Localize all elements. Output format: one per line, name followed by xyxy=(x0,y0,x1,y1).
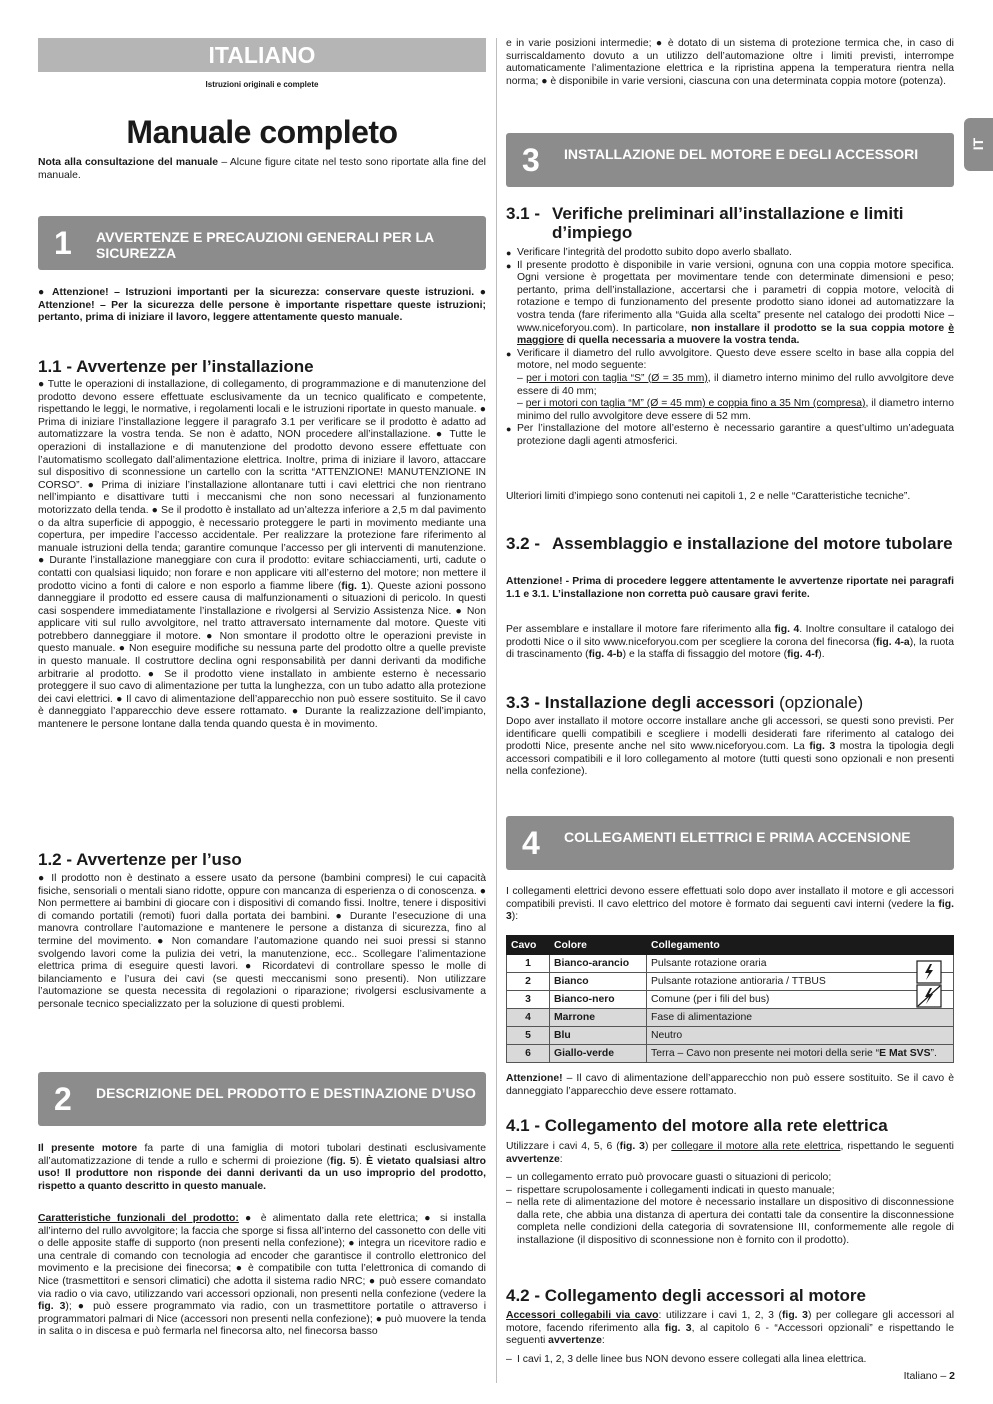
table-row: 2 Bianco Pulsante rotazione antioraria / TTBUS xyxy=(507,973,954,991)
mains-warnings-list xyxy=(506,1172,954,1248)
page-title: Manuale completo xyxy=(126,114,398,150)
bus-warnings-list xyxy=(506,1354,954,1367)
assembly-warning: Attenzione! - Prima di procedere leggere attentamente le avvertenze riportate nei paragrafi 1.1 e 3.1. L’installazione non corretta può causare gravi ferite. xyxy=(506,576,954,600)
table-row: 5 Blu Neutro xyxy=(507,1027,954,1045)
wires-table xyxy=(506,935,954,1063)
heading-4-1: 4.1 - Collegamento del motore alla rete elettrica xyxy=(506,1116,888,1135)
product-description: Il presente motore fa parte di una famiglia di motori tubolari destinati esclusivamente all’automatizzazione di tende a rullo e schermi di proiezione (fig. 5). È vietato qualsiasi altro uso! Il produttore non risponde dei danni derivanti da un uso improprio del prodotto, rispetto a quanto descritto in questo manuale. xyxy=(38,1143,487,1192)
electrical-intro: I collegamenti elettrici devono essere effettuati solo dopo aver installato il motore e gli accessori compatibili previsti. Il cavo elettrico del motore è formato dai seguenti cavi interni (vedere la fig. 3): xyxy=(506,886,954,923)
list-item: ● Per l’installazione del motore all’esterno è necessario garantire a quest’ultimo un’adeguata protezione dagli agenti atmosferici. xyxy=(506,423,954,448)
installation-warnings-text: ● Tutte le operazioni di installazione, di collegamento, di programmazione e di manutenzione del prodotto devono essere effettuate esclusivamente da un tecnico qualificato e competente, rispettando le leggi, le normative, i regolamenti locali e le istruzioni riportate in questo manuale. ● Prima di iniziare l’installazione leggere il paragrafo 3.1 per verificare se il prodotto è adatto ad automatizzare la vostra tenda. Se non è adatto, NON procedere all’installazione. ● Tutte le operazioni di installazione e di manutenzione del prodotto devono essere effettuate con l’automatismo scollegato dall’alimentazione elettrica. Inoltre, prima di iniziare il lavoro, attaccare sul dispositivo di sconnessione un cartello con la scritta “ATTENZIONE! MANUTENZIONE IN CORSO”. ● Prima di iniziare l’installazione allontanare tutti i cavi elettrici che non rientrano nell’impianto e disattivare tutti i meccanismi che non sono necessari al funzionamento motorizzato della tenda. ● Se il prodotto è installato ad un’altezza inferiore a 2,5 m dal pavimento o da altra superficie di appoggio, è necessario proteggere le parti in movimento mediante una copertura, per impedire l’accesso accidentale. Per realizzare la protezione fare riferimento al manuale istruzioni della tenda; garantire comunque l’accesso per gli interventi di manutenzione. ● Durante l’installazione maneggiare con cura il prodotto: evitare schiacciamenti, urti, cadute o contatti con qualsiasi liquido; non forare e non applicare viti all’esterno del motore; non mettere il prodotto vicino a fonti di calore e non esporlo a fiamme libere (fig. 1). Queste azioni possono danneggiare il prodotto ed essere causa di malfunzionamenti o situazioni di pericolo. In questi casi sospendere immediatamente l’installazione e rivolgersi al Servizio Assistenza Nice. ● Non applicare viti sul rullo avvolgitore, nel tratto attraversato internamente dal motore. Queste viti potrebbero danneggiare il motore. ● Non smontare il prodotto oltre le operazioni previste in questo manuale. ● Non eseguire modifiche su nessuna parte del prodotto oltre a quelle previste in questo manuale. Il costruttore declina ogni responsabilità per danni derivanti da modifiche arbitrarie al prodotto. ● Se il prodotto viene installato in ambiente esterno è necessario proteggere il suo cavo di alimentazione per tutta la lunghezza, con un tubo adatto alla protezione dei cavi elettrici. ● Il cavo di alimentazione dell’apparecchio non può essere sostituito. Se il cavo è danneggiato l’apparecchio deve essere rottamato. ● Durante la realizzazione dell’impianto, mantenere le persone lontane dalla tenda quando questa è in movimento. xyxy=(38,379,486,731)
heading-3-3: 3.3 - Installazione degli accessori (opzionale) xyxy=(506,693,864,712)
table-row: 3 Bianco-nero Comune (per i fili del bus) xyxy=(507,991,954,1009)
heading-4-2: 4.2 - Collegamento degli accessori al motore xyxy=(506,1286,866,1305)
table-row: 6 Giallo-verde Terra – Cavo non presente nei motori della serie “E Mat SVS”. xyxy=(507,1045,954,1063)
features-continued: e in varie posizioni intermedie; ● è dotato di un sistema di protezione termica che, in caso di surriscaldamento dovuto a un utilizzo dell’automazione oltre i limiti previsti, interrompe automaticamente l’alimentazione elettrica e la ripristina appena la temperatura rientra nella norma; ● è disponibile in varie versioni, ciascuna con una determinata coppia motore (potenza). xyxy=(506,38,954,87)
manual-note: Nota alla consultazione del manuale – Alcune figure citate nel testo sono riportate alla fine del manuale. xyxy=(38,157,486,181)
column-divider xyxy=(496,38,497,1383)
assembly-text: Per assemblare e installare il motore fare riferimento alla fig. 4. Inoltre consultare il catalogo dei prodotti Nice o il sito www.niceforyou.com per scegliere la corona del finecorsa (fig. 4-a), la ruota di trascinamento (fig. 4-b) e la staffa di fissaggio del motore (fig. 4-f). xyxy=(506,624,954,661)
list-item: ● Il presente prodotto è disponibile in varie versioni, ognuna con una coppia motore specifica. Ogni versione è progettata per movimentare tende con determinate dimensioni e peso; pertanto, prima dell’installazione, accertarsi che i parametri di coppia motore, velocità di rotazione e tempo di funzionamento del presente prodotto siano idonei ad automatizzare la vostra tenda (fare riferimento alla “Guida alla scelta” presente nel catalogo dei prodotti Nice – www.niceforyou.com). In particolare, non installare il prodotto se la sua coppia motore è maggiore di quella necessaria a muovere la vostra tenda. xyxy=(506,260,954,348)
language-side-tab: IT xyxy=(964,118,993,171)
heading-3-1: 3.1 - Verifiche preliminari all’installazione e limiti d’impiego xyxy=(506,204,904,242)
safety-intro: ● Attenzione! – Istruzioni importanti per la sicurezza: conservare queste istruzioni. ● Attenzione! – Per la sicurezza delle persone è importante rispettare queste istruzioni; pertanto, prima di iniziare il lavoro, leggere attentamente questo manuale. xyxy=(38,287,486,324)
language-header: ITALIANO xyxy=(38,38,486,72)
page-footer: Italiano – 2 xyxy=(903,1370,955,1382)
list-item: ● Verificare il diametro del rullo avvolgitore. Questo deve essere scelto in base alla coppia del motore, nel modo seguente: – per i motori con taglia “S” (Ø = 35 mm), il diametro interno minimo del rullo avvolgitore deve essere di 40 mm; – per i motori con taglia “M” (Ø = 45 mm) e coppia fino a 35 Nm (compresa), il diametro interno minimo del rullo avvolgitore deve essere di 52 mm. xyxy=(506,348,954,424)
section-3-header: 3 INSTALLAZIONE DEL MOTORE E DEGLI ACCESSORI xyxy=(506,133,954,187)
table-row: 1 Bianco-arancio Pulsante rotazione oraria xyxy=(507,955,954,973)
use-warnings-text: ● Il prodotto non è destinato a essere usato da persone (bambini compresi) le cui capacità fisiche, sensoriali o mentali siano ridotte, oppure con mancanza di esperienza o di conoscenza. ● Non permettere ai bambini di giocare con i dispositivi di comando fissi. Inoltre, tenere i dispositivi di comando portatili (remoti) fuori dalla portata dei bambini. ● Durante l’esecuzione di una manovra controllare l’automazione e mantenere le persone a distanza di sicurezza, fino al termine del movimento. ● Non comandare l’automazione quando nei suoi pressi si stanno svolgendo lavori come la pulizia dei vetri, la manutenzione, ecc.. Scollegare l’alimentazione elettrica prima di eseguire questi lavori. ● Ricordatevi di controllare spesso le molle di bilanciamento e l’usura dei cavi (se questi meccanismi sono presenti). Non utilizzare l’automazione se questa necessita di regolazioni o riparazione; rivolgersi esclusivamente a personale tecnico specializzato per la soluzione di questi problemi. xyxy=(38,873,486,1010)
product-features: Caratteristiche funzionali del prodotto: ● è alimentato dalla rete elettrica; ● si installa all’interno del rullo avvolgitore; la faccia che sporge si fissa all’interno del cassonetto con delle viti o delle apposite staffe di supporto (non presenti nella confezione); ● integra un ricevitore radio e una centrale di comando con tecnologia ad encoder che garantisce il controllo elettronico del movimento e la precisione dei finecorsa; ● è compatibile con tutta l’elettronica di comando di Nice (trasmettitori e sensori climatici) che adotta il sistema radio NRC; ● può essere comandato via radio o via cavo, utilizzando vari accessori opzionali, non presenti nella confezione (vedere la fig. 3); ● può essere programmato via radio, con un trasmettitore portatile o attraverso i programmatori palmari di Nice (accessori non presenti nella confezione); ● può muovere la tenda in salita o in discesa e può fermarla nel finecorsa alto, nel finecorsa basso xyxy=(38,1213,487,1338)
col-header-collegamento: Collegamento xyxy=(647,936,954,955)
heading-3-2: 3.2 - Assemblaggio e installazione del motore tubolare xyxy=(506,534,953,553)
accessories-text: Dopo aver installato il motore occorre installare anche gli accessori, se questi sono previsti. Per identificare quelli compatibili e scegliere i modelli desiderati fare riferimento al catalogo dei prodotti Nice, presente anche nel sito www.niceforyou.com. La fig. 3 mostra la tipologia degli accessori compatibili e il loro collegamento al motore (tutti questi sono opzionali e non presenti nella confezione). xyxy=(506,716,954,778)
electrical-hazard-icon xyxy=(916,960,942,1008)
list-item: – nella rete di alimentazione del motore è necessario installare un dispositivo di disconnessione dalla rete, che abbia una distanza di apertura dei contatti tale da consentire la disconnessione completa nelle condizioni della categoria di sovratensione III, conformemente alle regole di installazione (il dispositivo di sconnessione non è fornito con il prodotto). xyxy=(506,1197,954,1247)
cable-warning: Attenzione! – Il cavo di alimentazione dell’apparecchio non può essere sostituito. Se il cavo è danneggiato l’apparecchio deve essere rottamato. xyxy=(506,1073,954,1097)
heading-1-1: 1.1 - Avvertenze per l’installazione xyxy=(38,357,314,376)
section-1-header: 1 AVVERTENZE E PRECAUZIONI GENERALI PER LA SICUREZZA xyxy=(38,216,486,270)
usage-limits-note: Ulteriori limiti d’impiego sono contenuti nei capitoli 1, 2 e nelle “Caratteristiche tecniche”. xyxy=(506,491,911,502)
heading-1-2: 1.2 - Avvertenze per l’uso xyxy=(38,850,242,869)
table-row: 4 Marrone Fase di alimentazione xyxy=(507,1009,954,1027)
section-4-header: 4 COLLEGAMENTI ELETTRICI E PRIMA ACCENSIONE xyxy=(506,816,954,870)
col-header-colore: Colore xyxy=(550,936,647,955)
list-item: – un collegamento errato può provocare guasti o situazioni di pericolo; xyxy=(506,1172,954,1185)
checks-list xyxy=(506,247,954,449)
section-2-header: 2 DESCRIZIONE DEL PRODOTTO E DESTINAZIONE D’USO xyxy=(38,1072,486,1126)
original-instructions-label: Istruzioni originali e complete xyxy=(205,80,319,89)
list-item: ● Verificare l’integrità del prodotto subito dopo averlo sballato. xyxy=(506,247,954,260)
accessories-connection-text: Accessori collegabili via cavo: utilizzare i cavi 1, 2, 3 (fig. 3) per collegare gli accessori al motore, facendo riferimento alla fig. 3, al capitolo 6 - “Accessori opzionali” e rispettando le seguenti avvertenze: xyxy=(506,1310,955,1347)
list-item: – rispettare scrupolosamente i collegamenti indicati in questo manuale; xyxy=(506,1185,954,1198)
list-item: – I cavi 1, 2, 3 delle linee bus NON devono essere collegati alla linea elettrica. xyxy=(506,1354,954,1367)
col-header-cavo: Cavo xyxy=(507,936,550,955)
mains-connection-text: Utilizzare i cavi 4, 5, 6 (fig. 3) per collegare il motore alla rete elettrica, rispettando le seguenti avvertenze: xyxy=(506,1141,954,1165)
